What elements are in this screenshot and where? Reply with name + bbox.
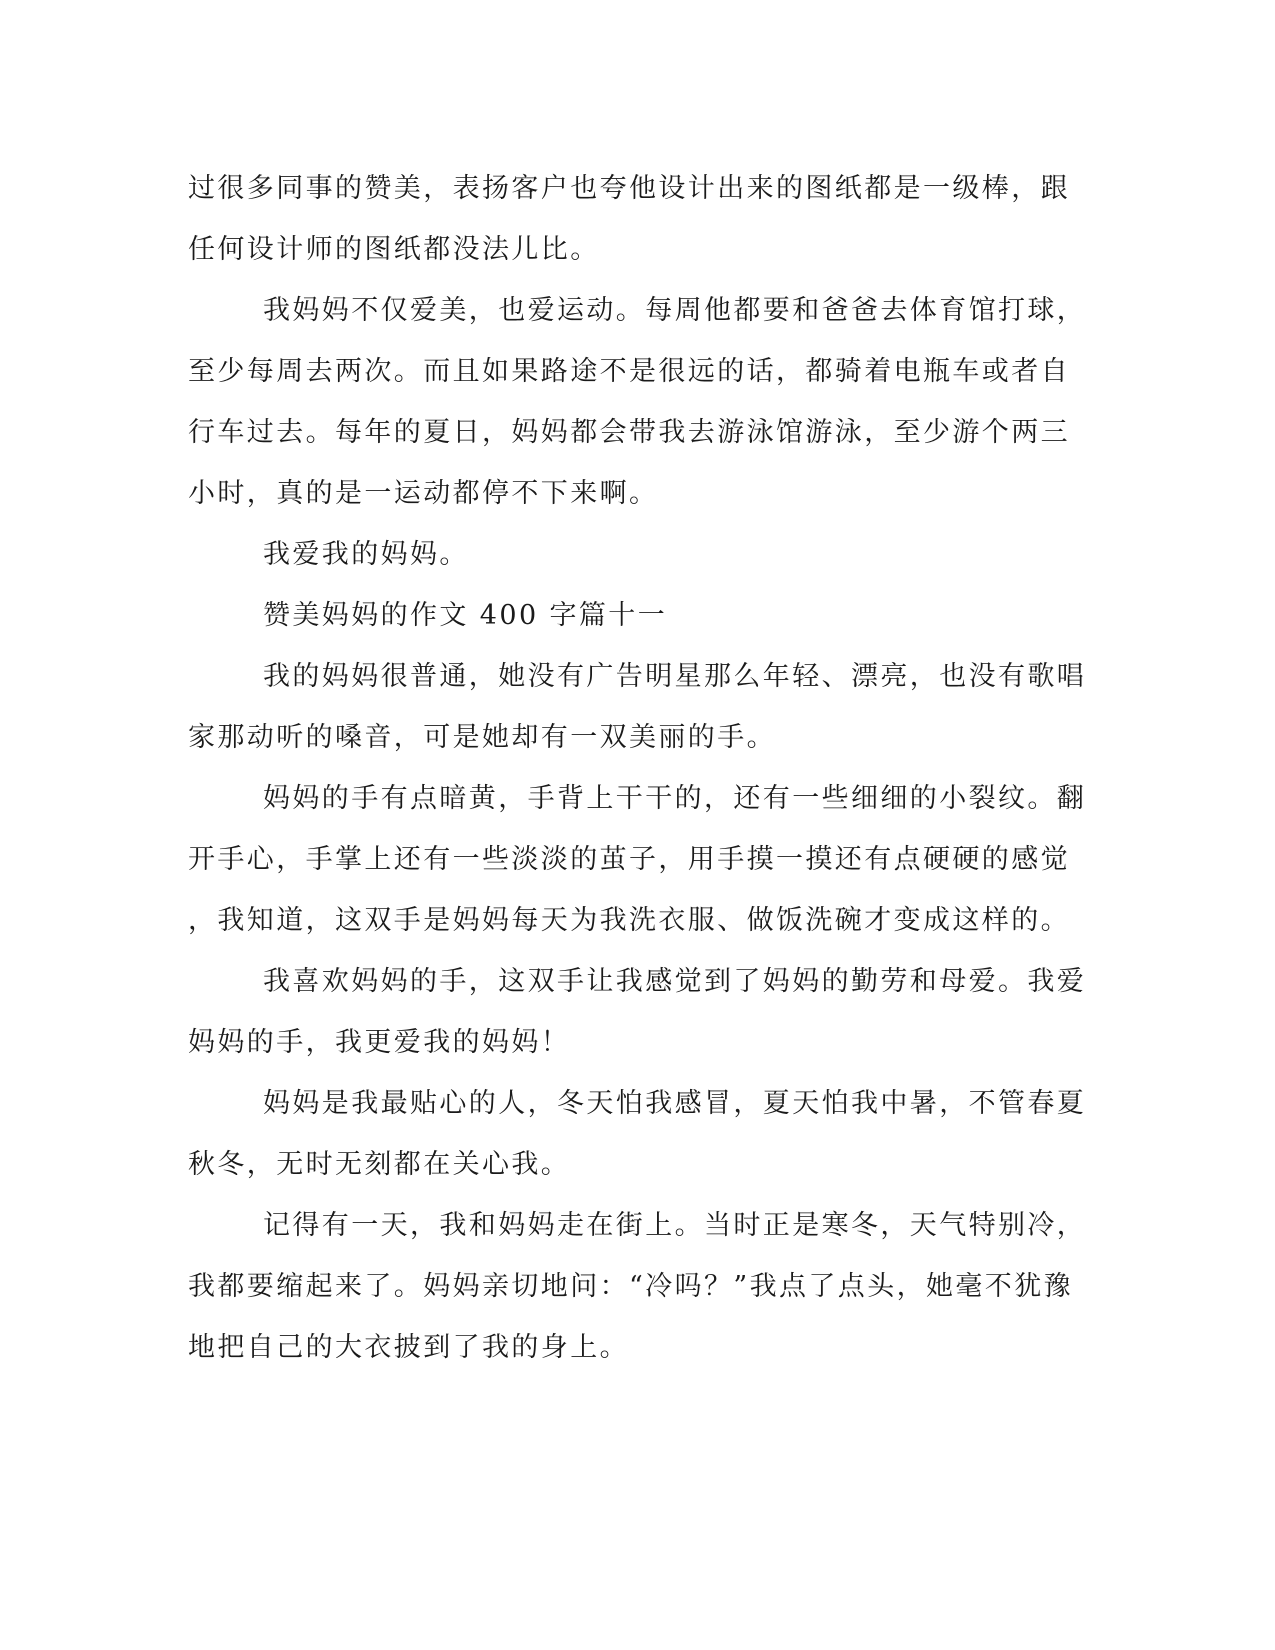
text-line: 我爱我的妈妈。 <box>263 539 469 570</box>
text-line: 我的妈妈很普通，她没有广告明星那么年轻、漂亮，也没有歌唱 <box>263 661 1087 692</box>
section-heading: 赞美妈妈的作文 400 字篇十一 <box>263 600 668 631</box>
text-line: 开手心，手掌上还有一些淡淡的茧子，用手摸一摸还有点硬硬的感觉 <box>188 844 1070 875</box>
text-line: 至少每周去两次。而且如果路途不是很远的话，都骑着电瓶车或者自 <box>188 356 1070 387</box>
essay-body <box>188 158 1088 1378</box>
text-line: 我喜欢妈妈的手，这双手让我感觉到了妈妈的勤劳和母爱。我爱 <box>263 966 1087 997</box>
text-line: 妈妈的手有点暗黄，手背上干干的，还有一些细细的小裂纹。翻 <box>263 783 1087 814</box>
text-line: 家那动听的嗓音，可是她却有一双美丽的手。 <box>188 722 776 753</box>
text-line: 小时，真的是一运动都停不下来啊。 <box>188 478 659 509</box>
text-line: 秋冬，无时无刻都在关心我。 <box>188 1149 571 1180</box>
text-line: 妈妈是我最贴心的人，冬天怕我感冒，夏天怕我中暑，不管春夏 <box>263 1088 1087 1119</box>
text-line: 行车过去。每年的夏日，妈妈都会带我去游泳馆游泳，至少游个两三 <box>188 417 1070 448</box>
text-line: 我妈妈不仅爱美，也爱运动。每周他都要和爸爸去体育馆打球， <box>263 295 1087 326</box>
text-line: 地把自己的大衣披到了我的身上。 <box>188 1332 629 1363</box>
text-line: 任何设计师的图纸都没法儿比。 <box>188 234 600 265</box>
text-line: ，我知道，这双手是妈妈每天为我洗衣服、做饭洗碗才变成这样的。 <box>188 905 1070 936</box>
text-line: 妈妈的手，我更爱我的妈妈！ <box>188 1027 571 1058</box>
text-line: 过很多同事的赞美，表扬客户也夸他设计出来的图纸都是一级棒，跟 <box>188 173 1070 204</box>
text-line: 记得有一天，我和妈妈走在街上。当时正是寒冬，天气特别冷， <box>263 1210 1087 1241</box>
text-line: 我都要缩起来了。妈妈亲切地问：“冷吗？”我点了点头，她毫不犹豫 <box>188 1271 1074 1302</box>
